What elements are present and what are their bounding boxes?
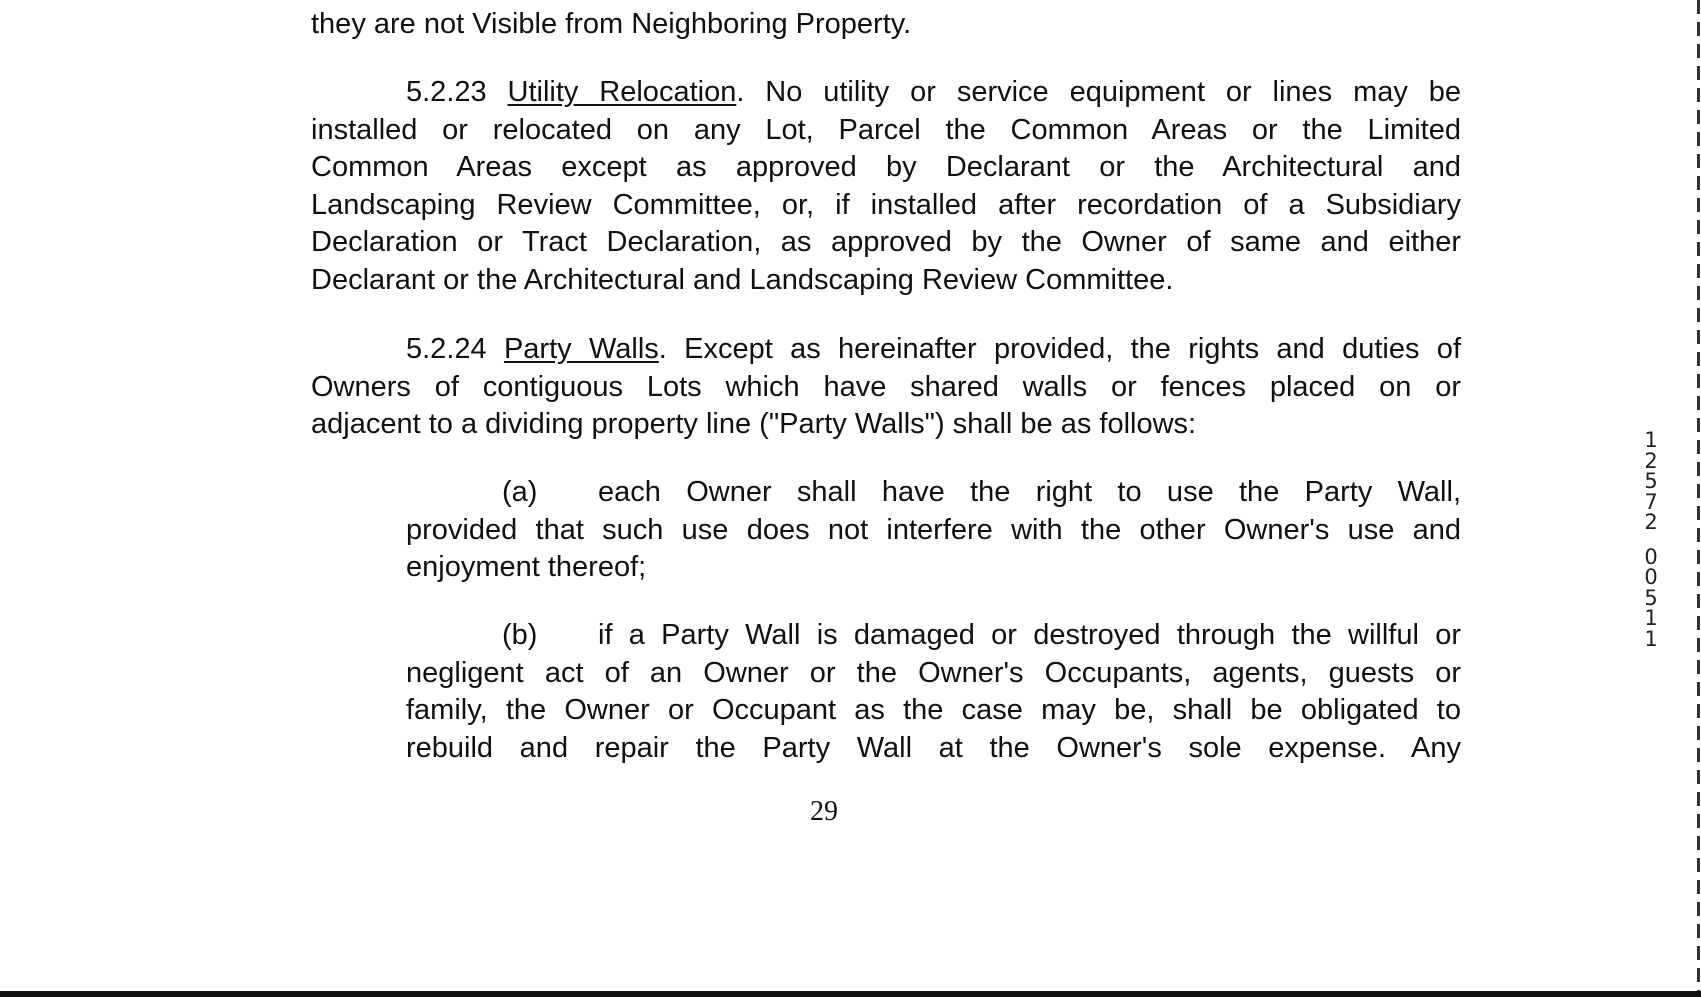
body-line: Landscaping Review Committee, or, if installed after recordation of a Subsidiary <box>311 188 1461 221</box>
body-line-last: Declarant or the Architectural and Landscaping Review Committee. <box>311 263 1174 296</box>
stamp-digit: 2 <box>1644 448 1658 473</box>
item-b-paragraph <box>406 617 1461 767</box>
stamp-digit: 1 <box>1644 428 1658 452</box>
scan-edge-line <box>1697 0 1700 991</box>
stamp-digit: 1 <box>1644 626 1658 651</box>
section-number: 5.2.23 <box>406 76 487 108</box>
body-line: Declaration or Tract Declaration, as approved by the Owner of same and either <box>311 226 1461 258</box>
section-5-2-24-first-line <box>311 331 1461 369</box>
section-5-2-23-paragraph <box>311 74 1461 299</box>
body-line: Common Areas except as approved by Declarant or the Architectural and <box>311 151 1461 183</box>
top-fragment-paragraph <box>311 6 1461 44</box>
item-a-paragraph <box>406 474 1461 587</box>
stamp-digit: 7 <box>1644 489 1658 514</box>
stamp-digit: 5 <box>1644 469 1658 493</box>
body-line: family, the Owner or Occupant as the case may be, shall be obligated to <box>406 694 1461 726</box>
top-fragment-line: they are not Visible from Neighboring Property. <box>311 8 912 40</box>
section-5-2-24-paragraph <box>311 331 1461 444</box>
section-text: . No utility or service equipment or lines may be <box>736 76 1461 108</box>
body-line: rebuild and repair the Party Wall at the Owner's sole expense. Any <box>406 731 1461 764</box>
page-number: 29 <box>810 796 838 827</box>
section-text: . Except as hereinafter provided, the rights and duties of <box>658 333 1461 365</box>
body-line: installed or relocated on any Lot, Parcel the Common Areas or the Limited <box>311 113 1461 146</box>
stamp-digit: 5 <box>1644 585 1658 610</box>
item-a-first-line <box>406 474 1461 512</box>
body-line: provided that such use does not interfere with the other Owner's use and <box>406 513 1461 546</box>
item-b-first-line <box>406 617 1461 655</box>
scan-bottom-border <box>0 991 1701 997</box>
recording-stamp <box>1636 430 1666 649</box>
body-line-last: adjacent to a dividing property line ("Party Walls") shall be as follows: <box>311 408 1197 440</box>
section-5-2-23-first-line <box>311 74 1461 112</box>
item-text: if a Party Wall is damaged or destroyed through the willful or <box>598 619 1461 651</box>
item-label: (a) <box>502 476 538 508</box>
stamp-digit: 0 <box>1644 565 1658 589</box>
section-title: Utility Relocation <box>507 76 737 108</box>
item-label: (b) <box>502 619 538 651</box>
stamp-digit: 1 <box>1644 606 1658 630</box>
stamp-digit: 0 <box>1644 544 1658 569</box>
body-line-last: enjoyment thereof; <box>406 551 647 583</box>
body-line: Owners of contiguous Lots which have shared walls or fences placed on or <box>311 370 1461 403</box>
section-title: Party Walls <box>503 333 659 365</box>
section-number: 5.2.24 <box>406 333 487 365</box>
item-text: each Owner shall have the right to use the Party Wall, <box>598 476 1461 508</box>
body-line: negligent act of an Owner or the Owner's Occupants, agents, guests or <box>406 656 1461 689</box>
stamp-digit: 2 <box>1644 510 1658 534</box>
